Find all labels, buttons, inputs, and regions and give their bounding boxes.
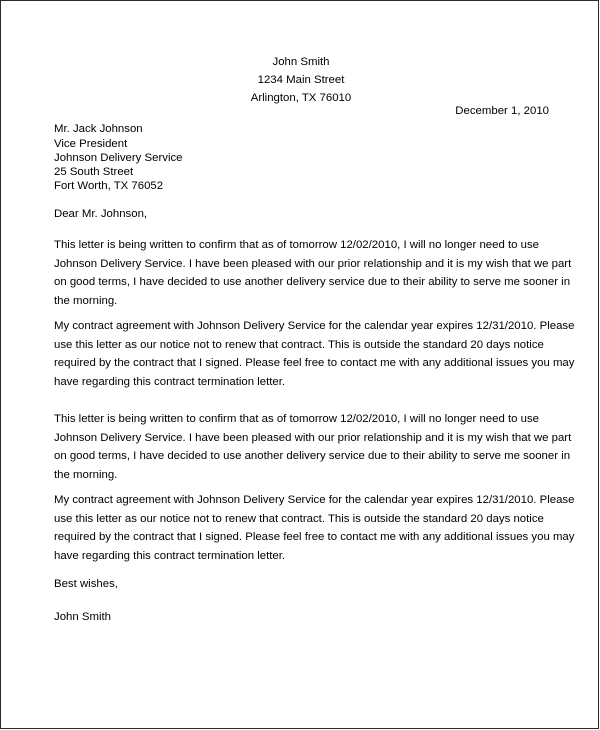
paragraph-line: Johnson Delivery Service. I have been pleased with our prior relationship and it is my wish that we part [54, 257, 572, 270]
paragraph-line: This letter is being written to confirm that as of tomorrow 12/02/2010, I will no longer need to use [54, 239, 539, 251]
recipient-street: 25 South Street [54, 166, 134, 178]
recipient-title: Vice President [54, 138, 128, 150]
recipient-city-state-zip: Fort Worth, TX 76052 [54, 180, 164, 192]
paragraph-line: have regarding this contract termination letter. [54, 375, 286, 388]
sender-city-state-zip: Arlington, TX 76010 [250, 92, 352, 104]
paragraph-line: on good terms, I have decided to use another delivery service due to their ability to serve me sooner in [54, 276, 571, 289]
salutation: Dear Mr. Johnson, [54, 208, 148, 220]
paragraph-line: required by the contract that I signed. Please feel free to contact me with any additional issues you may [54, 531, 575, 544]
paragraph-line: have regarding this contract termination letter. [54, 549, 286, 562]
sender-street: 1234 Main Street [257, 74, 345, 86]
paragraph-line: the morning. [54, 294, 118, 307]
paragraph-line: My contract agreement with Johnson Delivery Service for the calendar year expires 12/31/2010. Please [54, 320, 575, 332]
paragraph-line: use this letter as our notice not to renew that contract. This is outside the standard 20 days notice [54, 512, 544, 525]
recipient-company: Johnson Delivery Service [54, 152, 183, 164]
closing: Best wishes, [54, 578, 118, 590]
paragraph-line: on good terms, I have decided to use another delivery service due to their ability to serve me sooner in [54, 450, 571, 463]
paragraph-line: This letter is being written to confirm that as of tomorrow 12/02/2010, I will no longer need to use [54, 413, 539, 425]
body-paragraph [54, 317, 575, 391]
paragraph-line: use this letter as our notice not to renew that contract. This is outside the standard 20 days notice [54, 338, 544, 351]
signature-name: John Smith [54, 611, 111, 623]
paragraph-line: My contract agreement with Johnson Delivery Service for the calendar year expires 12/31/2010. Please [54, 494, 575, 506]
body-paragraph [54, 410, 572, 484]
recipient-name: Mr. Jack Johnson [54, 123, 143, 135]
body-paragraph [54, 491, 575, 565]
paragraph-line: Johnson Delivery Service. I have been pleased with our prior relationship and it is my wish that we part [54, 431, 572, 444]
sender-name: John Smith [272, 56, 330, 68]
paragraph-line: the morning. [54, 468, 118, 481]
letter-date: December 1, 2010 [455, 105, 549, 117]
paragraph-line: required by the contract that I signed. Please feel free to contact me with any additional issues you may [54, 357, 575, 370]
body-paragraph [54, 236, 572, 310]
